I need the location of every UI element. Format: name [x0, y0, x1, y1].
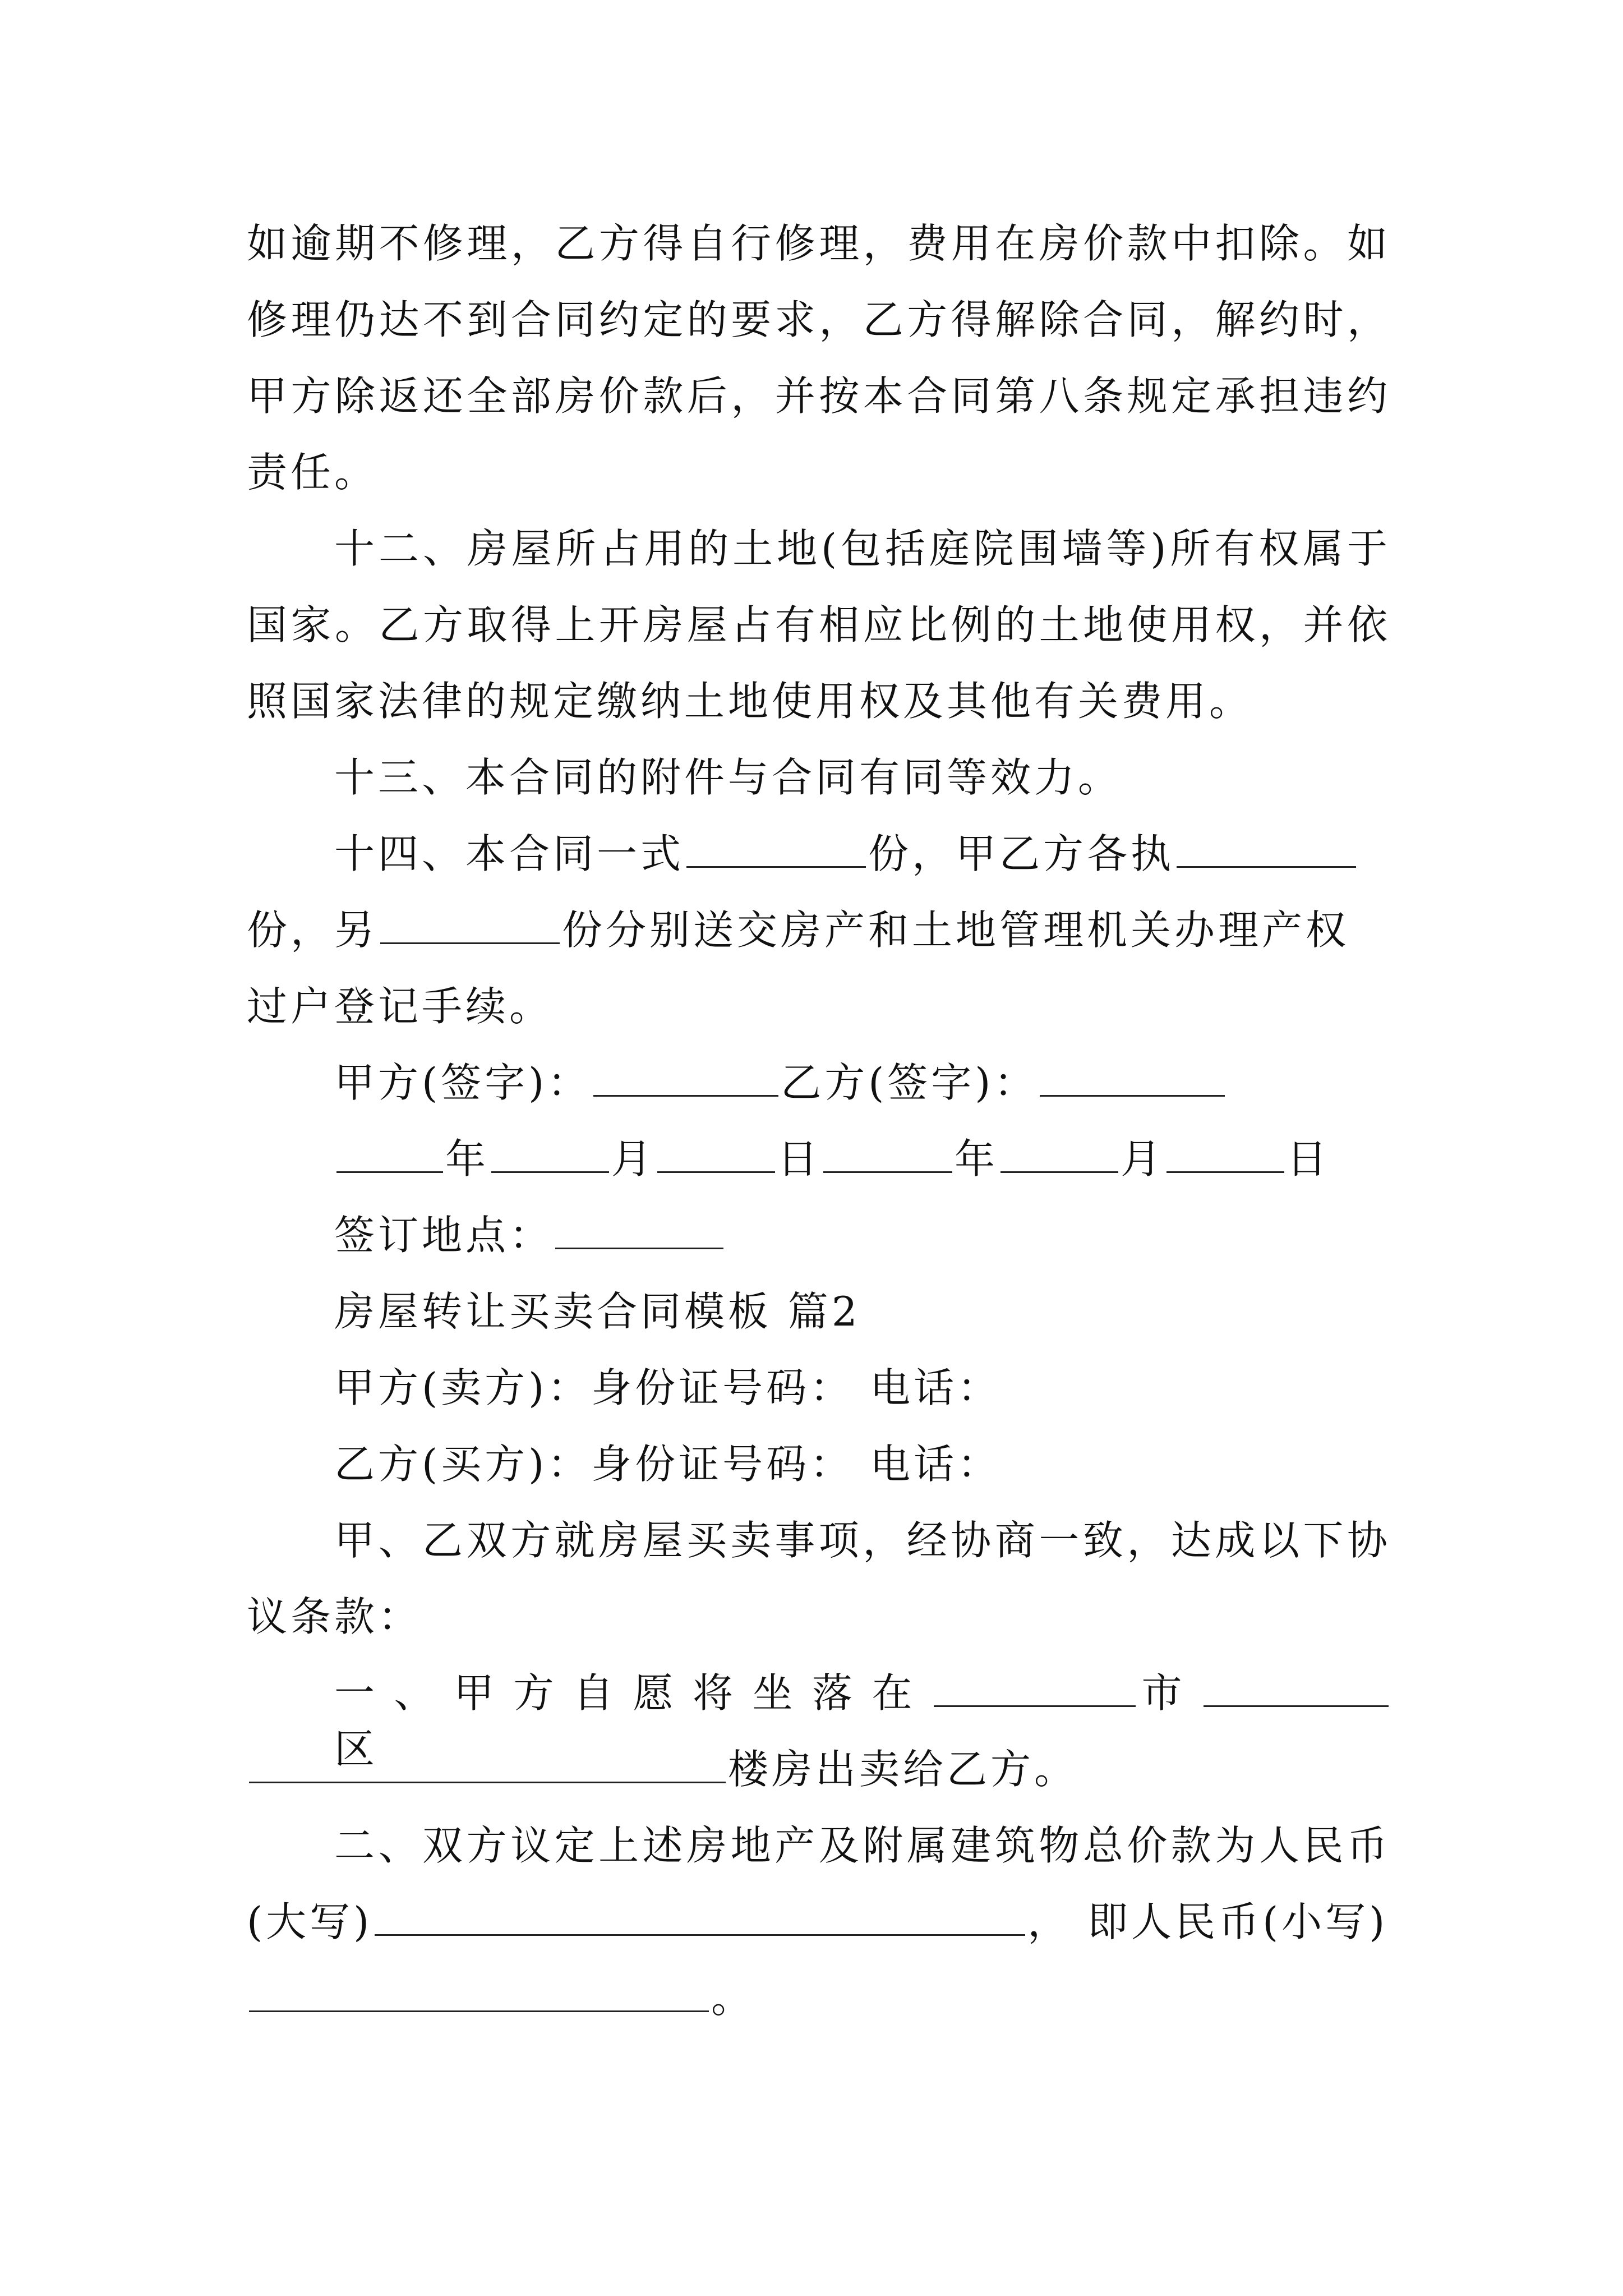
month-blank	[491, 1138, 609, 1173]
signing-place-line: 签订地点：	[334, 1207, 1391, 1263]
paragraph-line: 责任。	[247, 449, 379, 496]
paragraph-line: 十二、房屋所占用的土地(包括庭院围墙等)所有权属于	[334, 525, 1391, 572]
clause-2-line-3: 。	[247, 1970, 1391, 2026]
copies-total-blank	[686, 832, 866, 868]
clause-1-line-1: 一、甲方自愿将坐落在 市区	[334, 1665, 1391, 1777]
clause-2-line-2: (大写) ， 即人民币(小写)	[247, 1898, 1389, 1945]
intro-line: 议条款：	[247, 1593, 422, 1640]
clause-2-line-1: 二、双方议定上述房地产及附属建筑物总价款为人民币	[334, 1822, 1391, 1869]
paragraph-line: 国家。乙方取得上开房屋占有相应比例的土地使用权，并依	[247, 601, 1391, 648]
paragraph-line: 修理仍达不到合同约定的要求，乙方得解除合同，解约时，	[247, 296, 1391, 343]
price-uppercase-blank	[375, 1901, 1025, 1936]
section-title: 房屋转让买卖合同模板 篇2	[334, 1288, 861, 1335]
paragraph-line: 照国家法律的规定缴纳土地使用权及其他有关费用。	[247, 678, 1253, 725]
address-blank	[249, 1748, 726, 1783]
paragraph-line: 甲方除返还全部房价款后，并按本合同第八条规定承担违约	[247, 372, 1391, 420]
copies-each-blank	[1177, 832, 1356, 868]
price-lowercase-blank	[249, 1977, 709, 2012]
paragraph-line: 十三、本合同的附件与合同有同等效力。	[334, 754, 1122, 801]
intro-line: 甲、乙双方就房屋买卖事项，经协商一致，达成以下协	[334, 1517, 1391, 1564]
year-blank	[336, 1138, 443, 1173]
party-b-signature-blank	[1040, 1061, 1225, 1097]
buyer-line: 乙方(买方)：身份证号码： 电话：	[334, 1441, 1002, 1488]
party-a-signature-label: 甲方(签字)：	[334, 1059, 592, 1106]
clause-14-line-3: 过户登记手续。	[247, 983, 554, 1030]
signature-line	[334, 1055, 1391, 1111]
seller-line: 甲方(卖方)：身份证号码： 电话：	[334, 1364, 1002, 1411]
date-line: 年 月 日 年 月 日	[334, 1131, 1391, 1187]
year-blank	[823, 1138, 952, 1173]
clause-14-line-2: 份，另 份分别送交房产和土地管理机关办理产权	[247, 907, 1350, 954]
city-blank	[934, 1672, 1136, 1707]
clause-14-line-1: 十四、本合同一式 份，甲乙方各执	[334, 826, 1391, 882]
paragraph-line: 如逾期不修理，乙方得自行修理，费用在房价款中扣除。如	[247, 220, 1391, 267]
party-b-signature-label: 乙方(签字)：	[781, 1059, 1038, 1106]
district-blank	[1204, 1672, 1389, 1707]
party-a-signature-blank	[593, 1061, 778, 1097]
month-blank	[1000, 1138, 1118, 1173]
signing-place-blank	[555, 1214, 723, 1249]
day-blank	[657, 1138, 775, 1173]
day-blank	[1166, 1138, 1284, 1173]
clause-1-line-2: 楼房出卖给乙方。	[247, 1741, 1391, 1797]
copies-extra-blank	[380, 909, 560, 944]
